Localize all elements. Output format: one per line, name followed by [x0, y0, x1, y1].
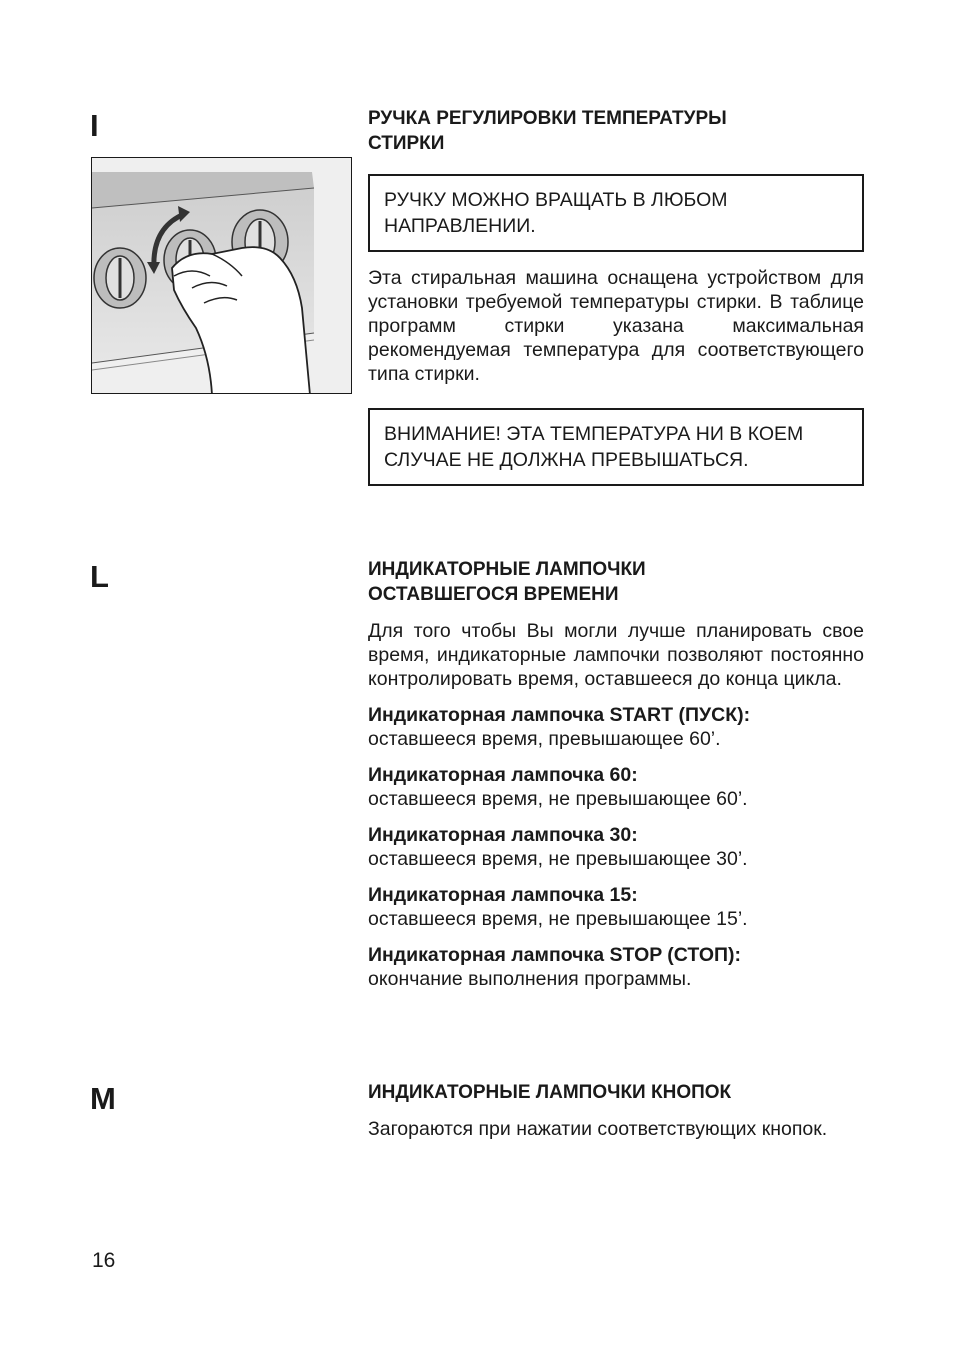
section-m-heading: ИНДИКАТОРНЫЕ ЛАМПОЧКИ КНОПОК: [368, 1082, 732, 1103]
hand-turning-knob-icon: [92, 158, 352, 394]
section-letter-m: M: [90, 1081, 116, 1116]
indicator-item-30: [368, 823, 864, 871]
section-i-paragraph: Эта стиральная машина оснащена устройством для установки требуемой температуры стирки. В таблице программ стирки указана максимальная рекомендуемая температура для соответствующего типа стирки.: [368, 267, 864, 385]
section-i-heading-line1: РУЧКА РЕГУЛИРОВКИ ТЕМПЕРАТУРЫ: [368, 108, 727, 129]
indicator-title: Индикаторная лампочка 30:: [368, 824, 638, 846]
indicator-text: оставшееся время, не превышающее 60’.: [368, 788, 748, 810]
indicator-text: оставшееся время, превышающее 60’.: [368, 728, 721, 750]
section-letter-l: L: [90, 559, 109, 594]
section-i-heading-line2: СТИРКИ: [368, 133, 445, 154]
section-l-content: [368, 557, 864, 991]
indicator-item-stop: [368, 943, 864, 991]
section-letter-i: I: [90, 108, 99, 143]
indicator-text: окончание выполнения программы.: [368, 968, 692, 990]
rotation-note-box: РУЧКУ МОЖНО ВРАЩАТЬ В ЛЮБОМ НАПРАВЛЕНИИ.: [368, 174, 864, 252]
indicator-title: Индикаторная лампочка START (ПУСК):: [368, 704, 751, 726]
knob-illustration: [91, 157, 352, 394]
section-m-content: [368, 1080, 864, 1141]
indicator-text: оставшееся время, не превышающее 15’.: [368, 908, 748, 930]
indicator-list: [368, 703, 864, 991]
temperature-warning-box: ВНИМАНИЕ! ЭТА ТЕМПЕРАТУРА НИ В КОЕМ СЛУЧАЕ НЕ ДОЛЖНА ПРЕВЫШАТЬСЯ.: [368, 408, 864, 486]
indicator-item-15: [368, 883, 864, 931]
section-l-heading-line2: ОСТАВШЕГОСЯ ВРЕМЕНИ: [368, 584, 619, 605]
indicator-text: оставшееся время, не превышающее 30’.: [368, 848, 748, 870]
section-l-paragraph: Для того чтобы Вы могли лучше планировать свое время, индикаторные лампочки позволяют постоянно контролировать время, оставшееся до конца цикла.: [368, 620, 864, 690]
section-m-paragraph: Загораются при нажатии соответствующих кнопок.: [368, 1118, 828, 1140]
section-l-heading: [368, 557, 864, 607]
indicator-item-start: [368, 703, 864, 751]
section-l-heading-line1: ИНДИКАТОРНЫЕ ЛАМПОЧКИ: [368, 559, 646, 580]
section-i-heading: [368, 106, 864, 156]
section-i-content: [368, 106, 864, 486]
indicator-title: Индикаторная лампочка 15:: [368, 884, 638, 906]
indicator-title: Индикаторная лампочка 60:: [368, 764, 638, 786]
page-number: 16: [92, 1249, 116, 1272]
indicator-title: Индикаторная лампочка STOP (СТОП):: [368, 944, 741, 966]
indicator-item-60: [368, 763, 864, 811]
